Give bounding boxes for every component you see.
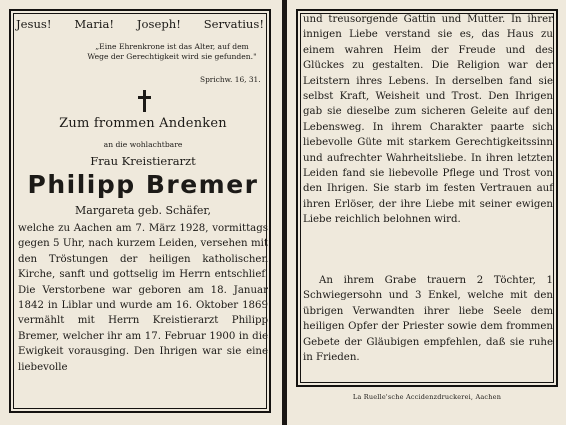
printer-imprint: La Ruelle'sche Accidenzdruckerei, Aachen	[352, 393, 502, 401]
deceased-title: Frau Kreistierarzt	[90, 154, 196, 168]
memorial-subheading: an die wohlachtbare	[103, 140, 183, 149]
bible-quote: „Eine Ehrenkrone ist das Alter, auf dem Wege der Gerechtigkeit wird sie gefunden."	[87, 42, 257, 61]
deceased-maiden-name: Margareta geb. Schäfer,	[75, 204, 211, 217]
obituary-text-right: und treusorgende Gattin und Mutter. In ihrer innigen Liebe verstand sie es, das Haus zu einem wahren Heim der Freude und des Glückes zu gestalten. Die Religion war der Leitstern ihres Lebens. In derselben fand sie selbst Kraft, Weisheit und Trost. Den Ihrigen gab sie dieselbe zum sicheren Geleite auf den Lebensweg. In ihrem Charakter paarte sich liebevolle Güte mit starkem Gerechtigkeitssinn und aufrechter Wahrheitsliebe. In ihren letzten Leiden fand sie liebevolle Pflege und Trost von den Ihrigen. Sie starb im festen Vertrauen auf ihren Erlöser, der ihre Liebe mit seiner ewigen Liebe reichlich belohnen wird.	[303, 14, 553, 226]
bible-quote-source: Sprichw. 16, 31.	[200, 75, 261, 84]
memorial-heading: Zum frommen Andenken	[59, 116, 227, 131]
left-card	[0, 0, 282, 425]
saint-joseph: Joseph!	[136, 17, 181, 31]
saint-jesus: Jesus!	[16, 17, 52, 31]
saints-invocation	[16, 17, 264, 31]
saint-maria: Maria!	[74, 17, 115, 31]
mourners-paragraph: An ihrem Grabe trauern 2 Töchter, 1 Schwiegersohn und 3 Enkel, welche mit den übrigen Verwandten ihrer liebe Seele dem heiligen Opfer der Priester sowie dem frommen Gebete der Gläubigen empfehlen, daß sie ruhe in Frieden.	[303, 275, 553, 364]
obituary-text-left: welche zu Aachen am 7. März 1928, vormittags gegen 5 Uhr, nach kurzem Leiden, versehen mit den Tröstungen der heiligen katholischen Kirche, sanft und gottselig im Herrn entschlief. Die Verstorbene war geboren am 18. Januar 1842 in Liblar und wurde am 16. Oktober 1869 vermählt mit Herrn Kreistierarzt Philipp Bremer, welcher ihr am 17. Februar 1900 in die Ewigkeit vorausging. Den Ihrigen war sie eine liebevolle	[18, 223, 268, 373]
cross-icon	[137, 90, 153, 112]
saint-servatius: Servatius!	[203, 17, 264, 31]
deceased-name: Philipp Bremer	[27, 170, 259, 199]
right-card	[287, 0, 566, 425]
